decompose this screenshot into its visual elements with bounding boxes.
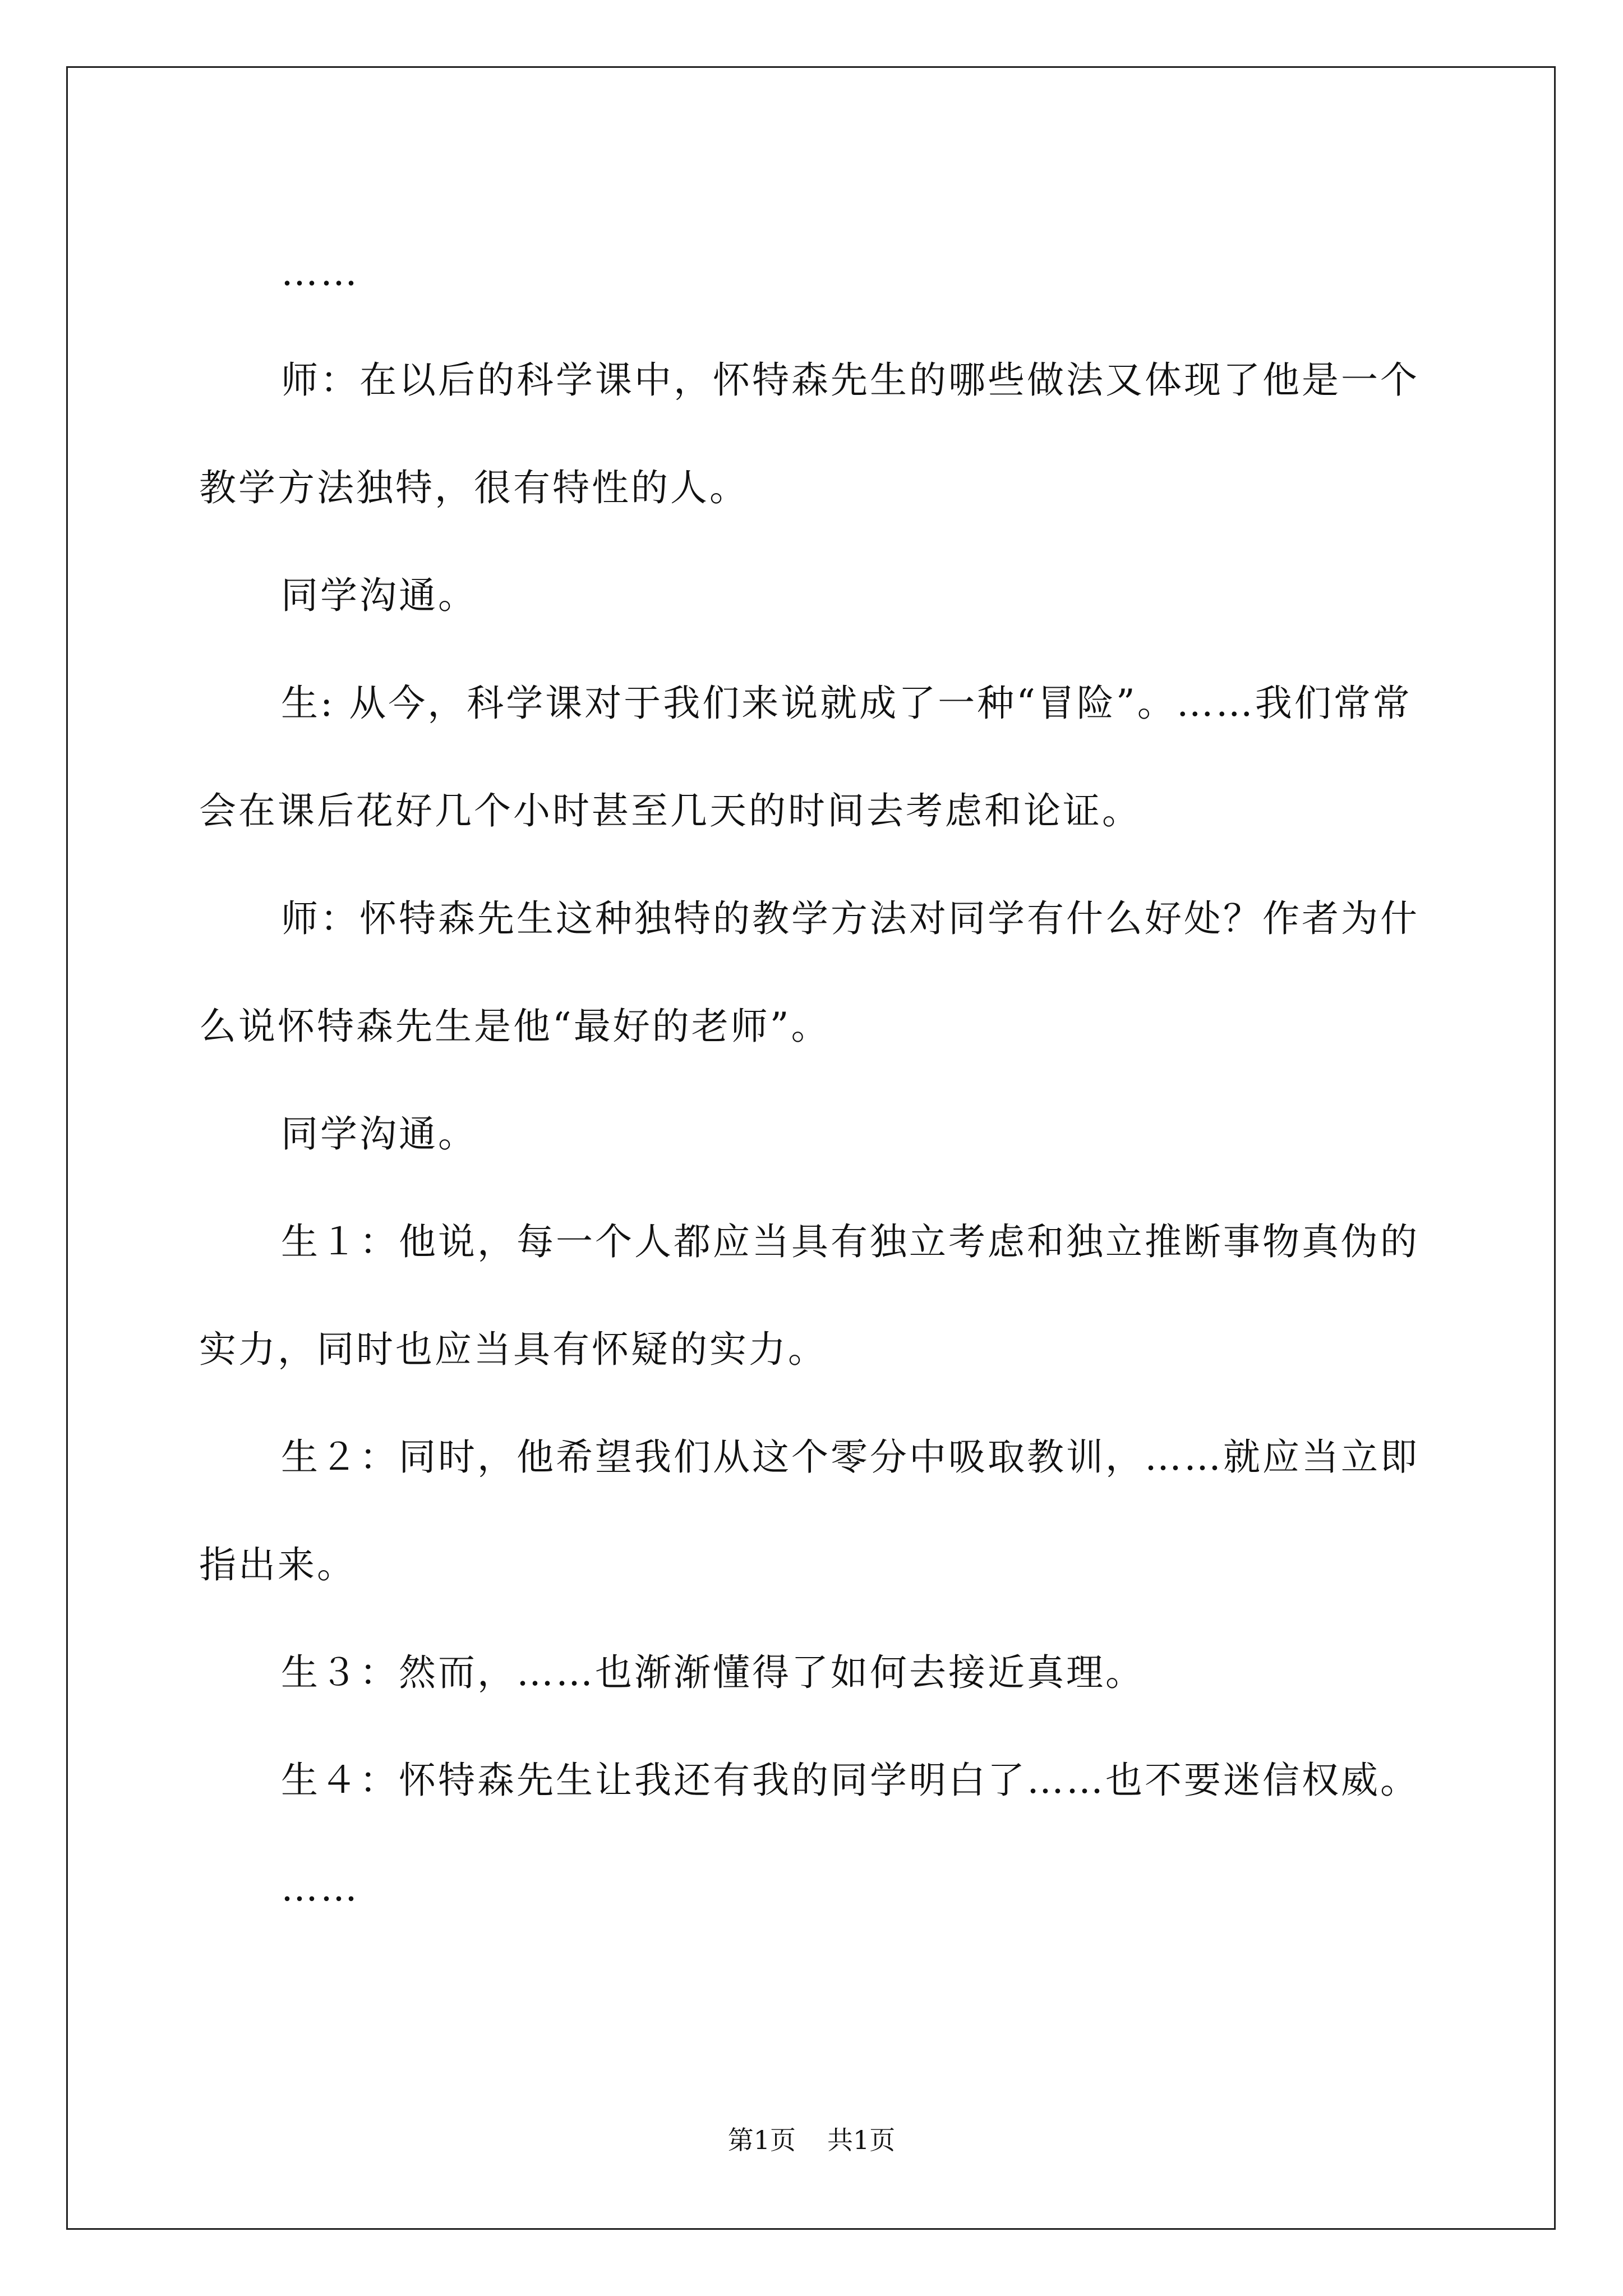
paragraph-student-1: 生１：他说，每一个人都应当具有独立考虑和独立推断事物真伪的实力，同时也应当具有怀疑的实力。	[199, 1220, 1419, 1371]
document-body	[199, 219, 1422, 1942]
page-number-total: 共1页	[827, 2125, 896, 2155]
page-footer	[0, 2123, 1623, 2157]
paragraph-teacher-question-1: 师：在以后的科学课中，怀特森先生的哪些做法又体现了他是一个教学方法独特，很有特性的人。	[199, 358, 1419, 509]
paragraph-ellipsis-bottom: ……	[281, 1866, 359, 1910]
paragraph-student-3: 生３：然而，……也渐渐懂得了如何去接近真理。	[281, 1651, 1145, 1694]
paragraph-student-discussion-1: 同学沟通。	[281, 574, 477, 617]
paragraph-student-answer: 生: 从今，科学课对于我们来说就成了一种“冒险”。……我们常常会在课后花好几个小时甚至几天的时间去考虑和论证。	[199, 682, 1412, 832]
paragraph-student-2: 生２：同时，他希望我们从这个零分中吸取教训，……就应当立即指出来。	[199, 1435, 1419, 1586]
paragraph-student-4: 生４：怀特森先生让我还有我的同学明白了……也不要迷信权威。	[281, 1759, 1419, 1802]
paragraph-teacher-question-2: 师：怀特森先生这种独特的教学方法对同学有什么好处？作者为什么说怀特森先生是他“最好的老师”。	[199, 897, 1419, 1048]
page-number-current: 第1页	[727, 2125, 796, 2155]
paragraph-student-discussion-2: 同学沟通。	[281, 1112, 477, 1156]
paragraph-ellipsis-top: ……	[281, 251, 359, 294]
